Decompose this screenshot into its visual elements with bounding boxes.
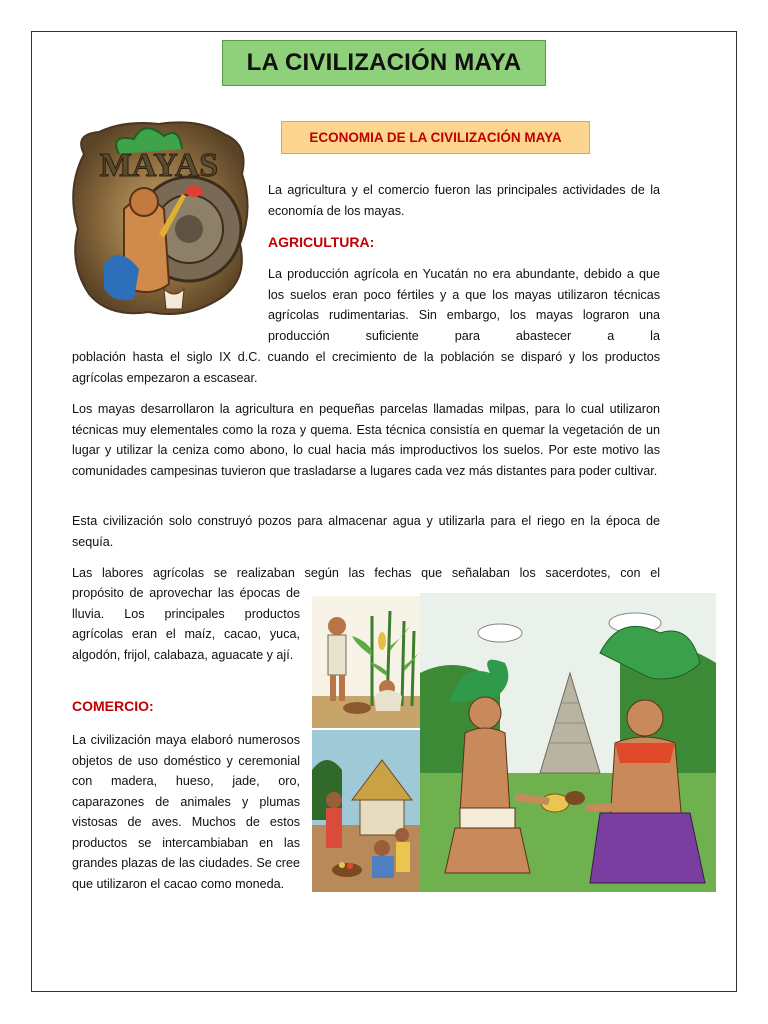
agricultura-paragraph-2: Los mayas desarrollaron la agricultura en pequeñas parcelas llamadas milpas, para lo cual utilizaron técnicas muy elementales como la roza y quema. Esta técnica consistía en quemar la vegetación de un lugar y utilizar la ceniza como abono, lo cual hacia más improductivos los suelos. Por este motivo las comunidades campesinas tuvieron que trasladarse a lugares cada vez más distantes para poder cultivar.	[72, 402, 660, 478]
agricultura-paragraph-4-full: Las labores agrícolas se realizaban según las fechas que señalaban los sacerdotes, con el	[72, 566, 660, 580]
comercio-paragraph: La civilización maya elaboró numerosos objetos de uso doméstico y ceremonial con madera, hueso, jade, oro, caparazones de animales y plumas vistosas de aves. Muchos de estos productos se intercambiaban en las grandes plazas de las ciudades. Se cree que utilizaron el cacao como moneda.	[72, 733, 300, 891]
agricultura-paragraph-3: Esta civilización solo construyó pozos para almacenar agua y utilizarla para el riego en la época de sequía.	[72, 514, 660, 549]
maya-farming-illustration	[312, 596, 420, 728]
maya-village-illustration	[312, 730, 420, 892]
agricultura-paragraph-4-rest: propósito de aprovechar las épocas de lluvia. Los principales productos agrícolas eran el maíz, cacao, yuca, algodón, frijol, calabaza, aguacate y ají.	[72, 586, 300, 662]
intro-paragraph: La agricultura y el comercio fueron las principales actividades de la economía de los mayas.	[268, 183, 660, 218]
agricultura-paragraph-1-bottom: población hasta el siglo IX d.C. cuando el crecimiento de la población se disparó y los productos agrícolas empezaron a escasear.	[72, 350, 660, 385]
agricultura-paragraph-1-top: La producción agrícola en Yucatán no era abundante, debido a que los suelos eran poco fértiles y a que los mayas utilizaron técnicas agrícolas rudimentarias. Sin embargo, los mayas lograron una producción suficiente para abastecer a la	[268, 267, 660, 343]
agricultura-heading: AGRICULTURA:	[268, 234, 375, 250]
page-title: LA CIVILIZACIÓN MAYA	[222, 40, 546, 86]
maya-trade-illustration	[420, 593, 716, 892]
comercio-heading: COMERCIO:	[72, 698, 154, 714]
section-subtitle: ECONOMIA DE LA CIVILIZACIÓN MAYA	[281, 121, 590, 154]
mayas-logo-text: MAYAS	[99, 147, 219, 184]
mayas-emblem-image	[64, 114, 254, 322]
